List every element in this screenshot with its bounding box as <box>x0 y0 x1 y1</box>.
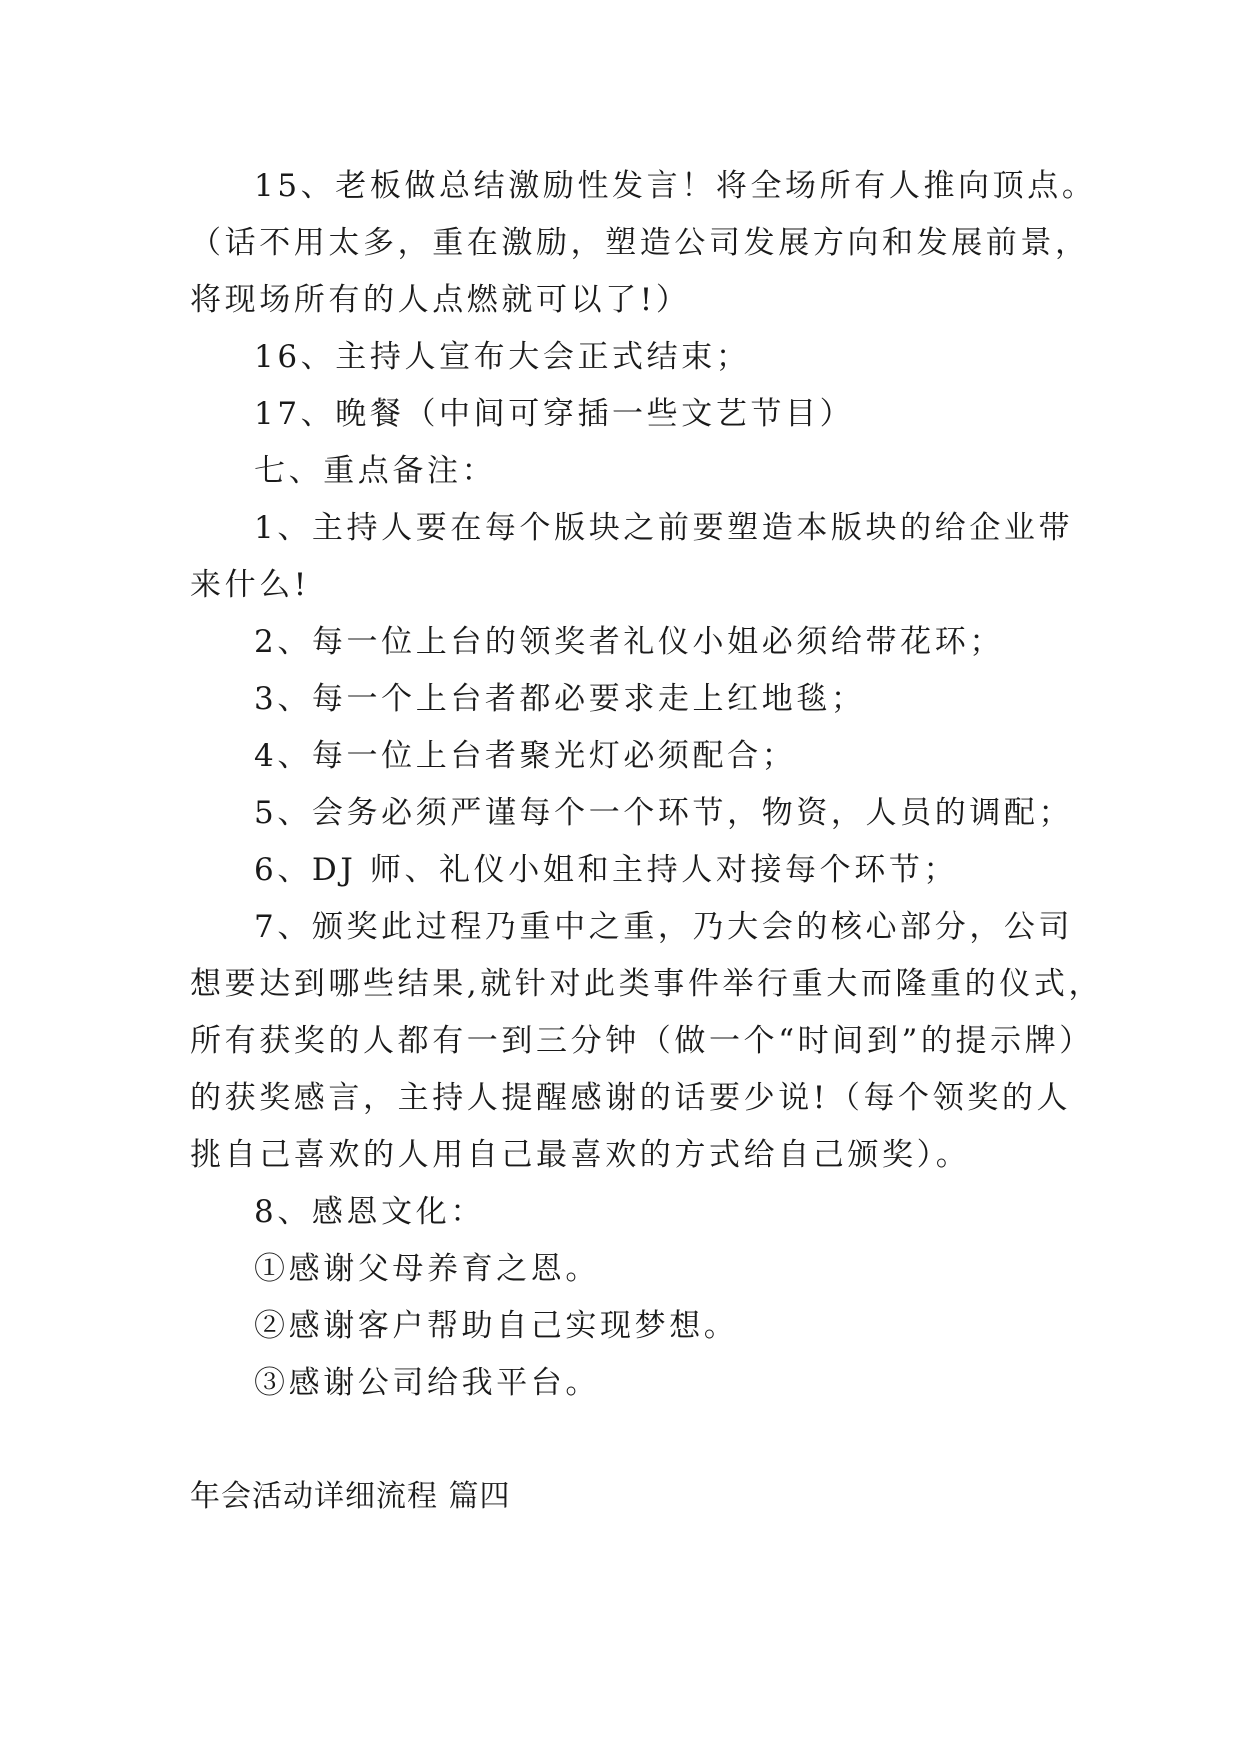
paragraph-line: 来什么! <box>190 567 310 603</box>
paragraph-line: 想要达到哪些结果,就针对此类事件举行重大而隆重的仪式， <box>190 966 1104 1002</box>
paragraph-line: 16、主持人宣布大会正式结束； <box>254 339 751 375</box>
paragraph-line: 挑自己喜欢的人用自己最喜欢的方式给自己颁奖）。 <box>190 1137 971 1173</box>
section-heading: 年会活动详细流程 篇四 <box>190 1479 511 1514</box>
paragraph-line: 6、DJ 师、礼仪小姐和主持人对接每个环节； <box>254 852 959 888</box>
list-item: ②感谢客户帮助自己实现梦想。 <box>254 1308 739 1344</box>
paragraph-line: 所有获奖的人都有一到三分钟（做一个“时间到”的提示牌） <box>190 1023 1094 1059</box>
list-item: ③感谢公司给我平台。 <box>254 1365 600 1401</box>
paragraph-line: 15、老板做总结激励性发言！将全场所有人推向顶点。 <box>254 168 1097 204</box>
paragraph-line: 7、颁奖此过程乃重中之重，乃大会的核心部分，公司 <box>254 909 1074 945</box>
paragraph-line: （话不用太多，重在激励，塑造公司发展方向和发展前景， <box>190 225 1090 261</box>
paragraph-line: 将现场所有的人点燃就可以了!） <box>190 282 691 318</box>
paragraph-line: 1、主持人要在每个版块之前要塑造本版块的给企业带 <box>254 510 1074 546</box>
paragraph-line: 3、每一个上台者都必要求走上红地毯； <box>254 681 866 717</box>
paragraph-line: 17、晚餐（中间可穿插一些文艺节目） <box>254 396 855 432</box>
paragraph-line: 的获奖感言，主持人提醒感谢的话要少说!（每个领奖的人 <box>190 1080 1072 1116</box>
paragraph-line: 4、每一位上台者聚光灯必须配合； <box>254 738 797 774</box>
paragraph-line: 2、每一位上台的领奖者礼仪小姐必须给带花环； <box>254 624 1004 660</box>
paragraph-line: 8、感恩文化： <box>254 1194 485 1230</box>
section-title: 七、重点备注： <box>254 453 497 489</box>
list-item: ①感谢父母养育之恩。 <box>254 1251 600 1287</box>
paragraph-line: 5、会务必须严谨每个一个环节，物资，人员的调配； <box>254 795 1074 831</box>
